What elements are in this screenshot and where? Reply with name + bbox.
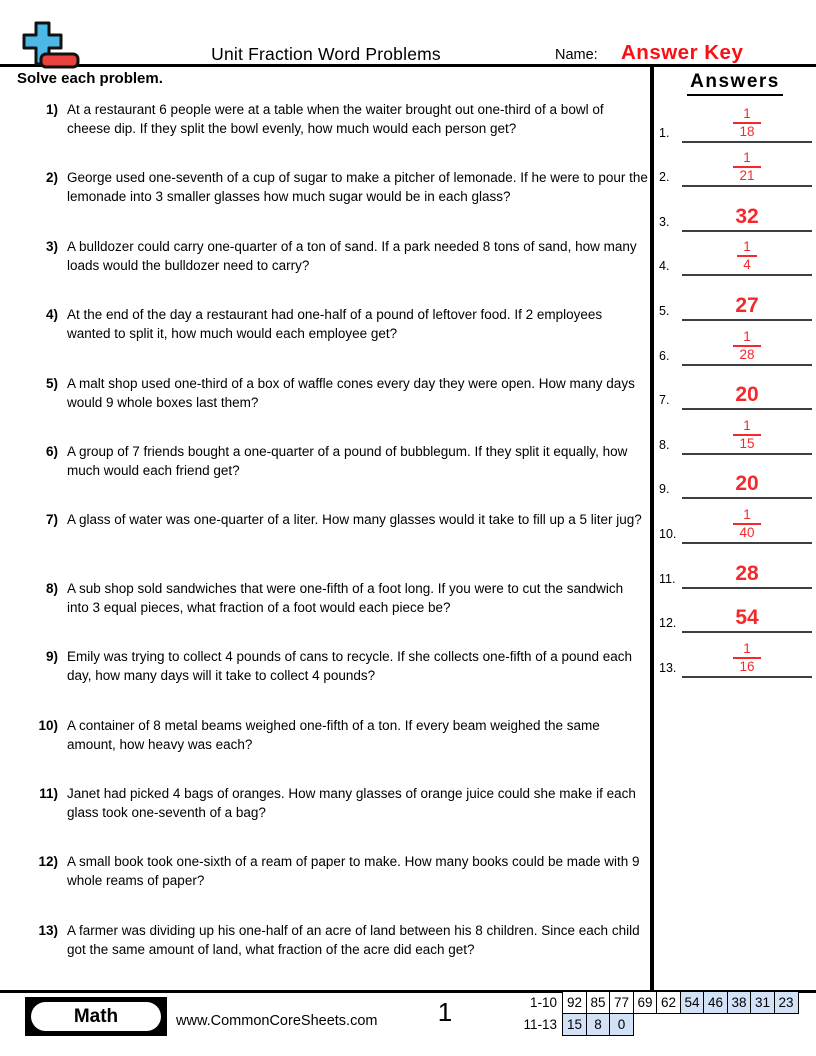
- answer-item: [654, 187, 816, 232]
- answer-blank-line: [682, 330, 812, 366]
- problem-text: A sub shop sold sandwiches that were one-fifth of a foot long. If you were to cut the sandwich into 3 equal pieces, what fraction of a foot would each piece be?: [67, 580, 624, 615]
- fraction-denominator: 18: [739, 123, 755, 139]
- problem-text: Emily was trying to collect 4 pounds of cans to recycle. If she collects one-fifth of a pound each day, how many days will it take to collect 4 pounds?: [67, 649, 633, 684]
- answer-item: [654, 366, 816, 411]
- answer-value: 28: [735, 561, 759, 585]
- answers-list: [654, 98, 816, 678]
- answer-number: 1.: [659, 125, 670, 140]
- problem-number: 4): [45, 307, 58, 323]
- answer-number: 2.: [659, 170, 670, 185]
- fraction-denominator: 21: [739, 168, 755, 184]
- answer-item: [654, 499, 816, 544]
- answer-item: [654, 232, 816, 277]
- problem-item: [17, 921, 650, 989]
- problem-text: A glass of water was one-quarter of a liter. How many glasses would it take to fill up a 5 liter jug?: [67, 512, 642, 528]
- answer-fraction: [733, 330, 760, 364]
- score-cell: 15: [562, 1013, 587, 1036]
- answer-number: 10.: [659, 526, 677, 541]
- answer-fraction: [733, 151, 760, 185]
- answer-blank-line: [682, 607, 812, 633]
- fraction-denominator: 15: [739, 435, 755, 451]
- fraction-denominator: 16: [739, 658, 755, 674]
- answer-blank-line: [682, 151, 812, 187]
- problem-item: [17, 374, 650, 442]
- answer-value: 27: [735, 293, 759, 317]
- score-cell: 62: [656, 991, 681, 1014]
- answer-item: [654, 143, 816, 188]
- score-cell: 46: [703, 991, 728, 1014]
- website-url: www.CommonCoreSheets.com: [176, 1013, 378, 1029]
- answer-blank-line: [682, 107, 812, 143]
- answer-number: 3.: [659, 214, 670, 229]
- answer-blank-line: [682, 563, 812, 589]
- score-range-label: 1-10: [529, 995, 557, 1010]
- problem-text: A container of 8 metal beams weighed one-fifth of a ton. If every beam weighed the same amount, how heavy was each?: [67, 717, 600, 752]
- fraction-numerator: 1: [743, 239, 751, 255]
- fraction-numerator: 1: [743, 417, 751, 433]
- answer-blank-line: [682, 473, 812, 499]
- answer-value: 54: [735, 606, 759, 630]
- answer-item: [654, 98, 816, 143]
- header-divider-line: [0, 64, 816, 67]
- problem-item: [17, 784, 650, 852]
- answer-blank-line: [682, 508, 812, 544]
- answer-fraction: [733, 508, 760, 542]
- answer-blank-line: [682, 419, 812, 455]
- answer-blank-line: [682, 384, 812, 410]
- answer-item: [654, 276, 816, 321]
- problem-number: 1): [45, 102, 58, 117]
- answer-blank-line: [682, 642, 812, 678]
- problems-column: [0, 67, 650, 990]
- answer-number: 9.: [659, 482, 670, 497]
- score-cells: [562, 1013, 634, 1036]
- problem-number: 3): [45, 238, 58, 254]
- name-label: Name:: [555, 47, 598, 63]
- answer-blank-line: [682, 240, 812, 276]
- answer-key-text: Answer Key: [621, 41, 744, 64]
- problems-list: [17, 100, 650, 989]
- problem-number: 10): [38, 717, 58, 733]
- problem-item: [17, 579, 650, 647]
- problem-item: [17, 716, 650, 784]
- problem-item: [17, 647, 650, 715]
- fraction-denominator: 4: [743, 257, 751, 273]
- fraction-numerator: 1: [743, 105, 751, 121]
- problem-item: [17, 100, 650, 168]
- problem-text: Janet had picked 4 bags of oranges. How many glasses of orange juice could she make if each glass took one-seventh of a bag?: [67, 785, 636, 820]
- answer-fraction: [733, 107, 760, 141]
- answer-value: 32: [735, 204, 759, 228]
- answer-item: [654, 455, 816, 500]
- answer-number: 6.: [659, 348, 670, 363]
- problem-text: At a restaurant 6 people were at a table when the waiter brought out one-third of a bowl of cheese dip. If they split the bowl evenly, how much would each person get?: [67, 102, 604, 136]
- score-range-label: 11-13: [523, 1016, 557, 1032]
- problem-item: [17, 852, 650, 920]
- problem-item: [17, 305, 650, 373]
- problem-item: [17, 510, 650, 578]
- fraction-numerator: 1: [743, 328, 751, 344]
- problem-number: 12): [38, 854, 58, 870]
- problem-number: 13): [38, 922, 58, 938]
- fraction-denominator: 40: [739, 524, 755, 540]
- problem-text: A farmer was dividing up his one-half of an acre of land between his 8 children. Since each child got the same amount of land, what fraction of the acre did each get?: [67, 922, 640, 957]
- problem-item: [17, 168, 650, 236]
- answer-blank-line: [682, 295, 812, 321]
- score-cell: 54: [680, 991, 705, 1014]
- fraction-numerator: 1: [743, 640, 751, 656]
- fraction-numerator: 1: [743, 150, 751, 166]
- page-number: 1: [437, 997, 453, 1027]
- problem-item: [17, 442, 650, 510]
- score-cell: 38: [727, 991, 752, 1014]
- answer-item: [654, 633, 816, 678]
- answers-column: [654, 67, 816, 990]
- problem-item: [17, 237, 650, 305]
- answer-number: 4.: [659, 259, 670, 274]
- problem-text: A malt shop used one-third of a box of waffle cones every day they were open. How many days would 9 whole boxes last them?: [67, 375, 635, 410]
- fraction-denominator: 28: [739, 346, 755, 362]
- answer-fraction: [733, 642, 760, 676]
- answer-blank-line: [682, 206, 812, 232]
- score-cell: 0: [609, 1013, 634, 1036]
- answer-value: 20: [735, 383, 759, 407]
- problem-text: George used one-seventh of a cup of sugar to make a pitcher of lemonade. If he were to pour the lemonade into 3 smaller glasses how much sugar would be in each glass?: [67, 170, 648, 205]
- score-cell: 85: [586, 991, 611, 1014]
- fraction-numerator: 1: [743, 506, 751, 522]
- answer-number: 5.: [659, 303, 670, 318]
- score-cell: 31: [750, 991, 775, 1014]
- score-cell: 92: [562, 991, 587, 1014]
- answer-number: 8.: [659, 437, 670, 452]
- problem-number: 2): [45, 170, 58, 186]
- subject-label: Math: [31, 1002, 161, 1031]
- score-grid-row: [498, 991, 799, 1014]
- problem-text: A group of 7 friends bought a one-quarter of a pound of bubblegum. If they split it equally, how much would each friend get?: [67, 443, 628, 478]
- plus-minus-logo-icon: [21, 21, 83, 69]
- answer-item: [654, 410, 816, 455]
- answers-heading: [654, 71, 816, 96]
- problem-number: 9): [45, 649, 58, 665]
- instruction-text: Solve each problem.: [17, 70, 163, 87]
- subject-badge: [25, 997, 167, 1036]
- score-cell: 8: [586, 1013, 611, 1036]
- answer-value: 20: [735, 472, 759, 496]
- score-grid: [498, 991, 799, 1036]
- problem-number: 8): [45, 580, 58, 596]
- problem-number: 5): [45, 375, 58, 391]
- content-area: [0, 67, 816, 990]
- answers-heading-text: Answers: [687, 71, 783, 96]
- score-cell: 69: [633, 991, 658, 1014]
- problem-number: 6): [45, 443, 58, 459]
- answer-item: [654, 589, 816, 634]
- answer-fraction: [737, 240, 757, 274]
- worksheet-title: Unit Fraction Word Problems: [211, 44, 441, 64]
- answer-number: 12.: [659, 616, 677, 631]
- answer-fraction: [733, 419, 760, 453]
- answer-item: [654, 321, 816, 366]
- score-cell: 23: [774, 991, 799, 1014]
- score-cells: [562, 991, 799, 1014]
- problem-text: A bulldozer could carry one-quarter of a ton of sand. If a park needed 8 tons of sand, how many loads would the bulldozer need to carry?: [67, 238, 637, 273]
- problem-text: At the end of the day a restaurant had one-half of a pound of leftover food. If 2 employees wanted to split it, how much would each employee get?: [67, 307, 603, 342]
- answer-number: 11.: [659, 571, 676, 586]
- score-cell: 77: [609, 991, 634, 1014]
- problem-text: A small book took one-sixth of a ream of paper to make. How many books could be made with 9 whole reams of paper?: [67, 854, 640, 889]
- problem-number: 7): [45, 512, 58, 528]
- problem-number: 11): [39, 785, 58, 801]
- answer-number: 7.: [659, 393, 670, 408]
- score-grid-row: [498, 1013, 799, 1036]
- answer-number: 13.: [659, 660, 677, 675]
- answer-item: [654, 544, 816, 589]
